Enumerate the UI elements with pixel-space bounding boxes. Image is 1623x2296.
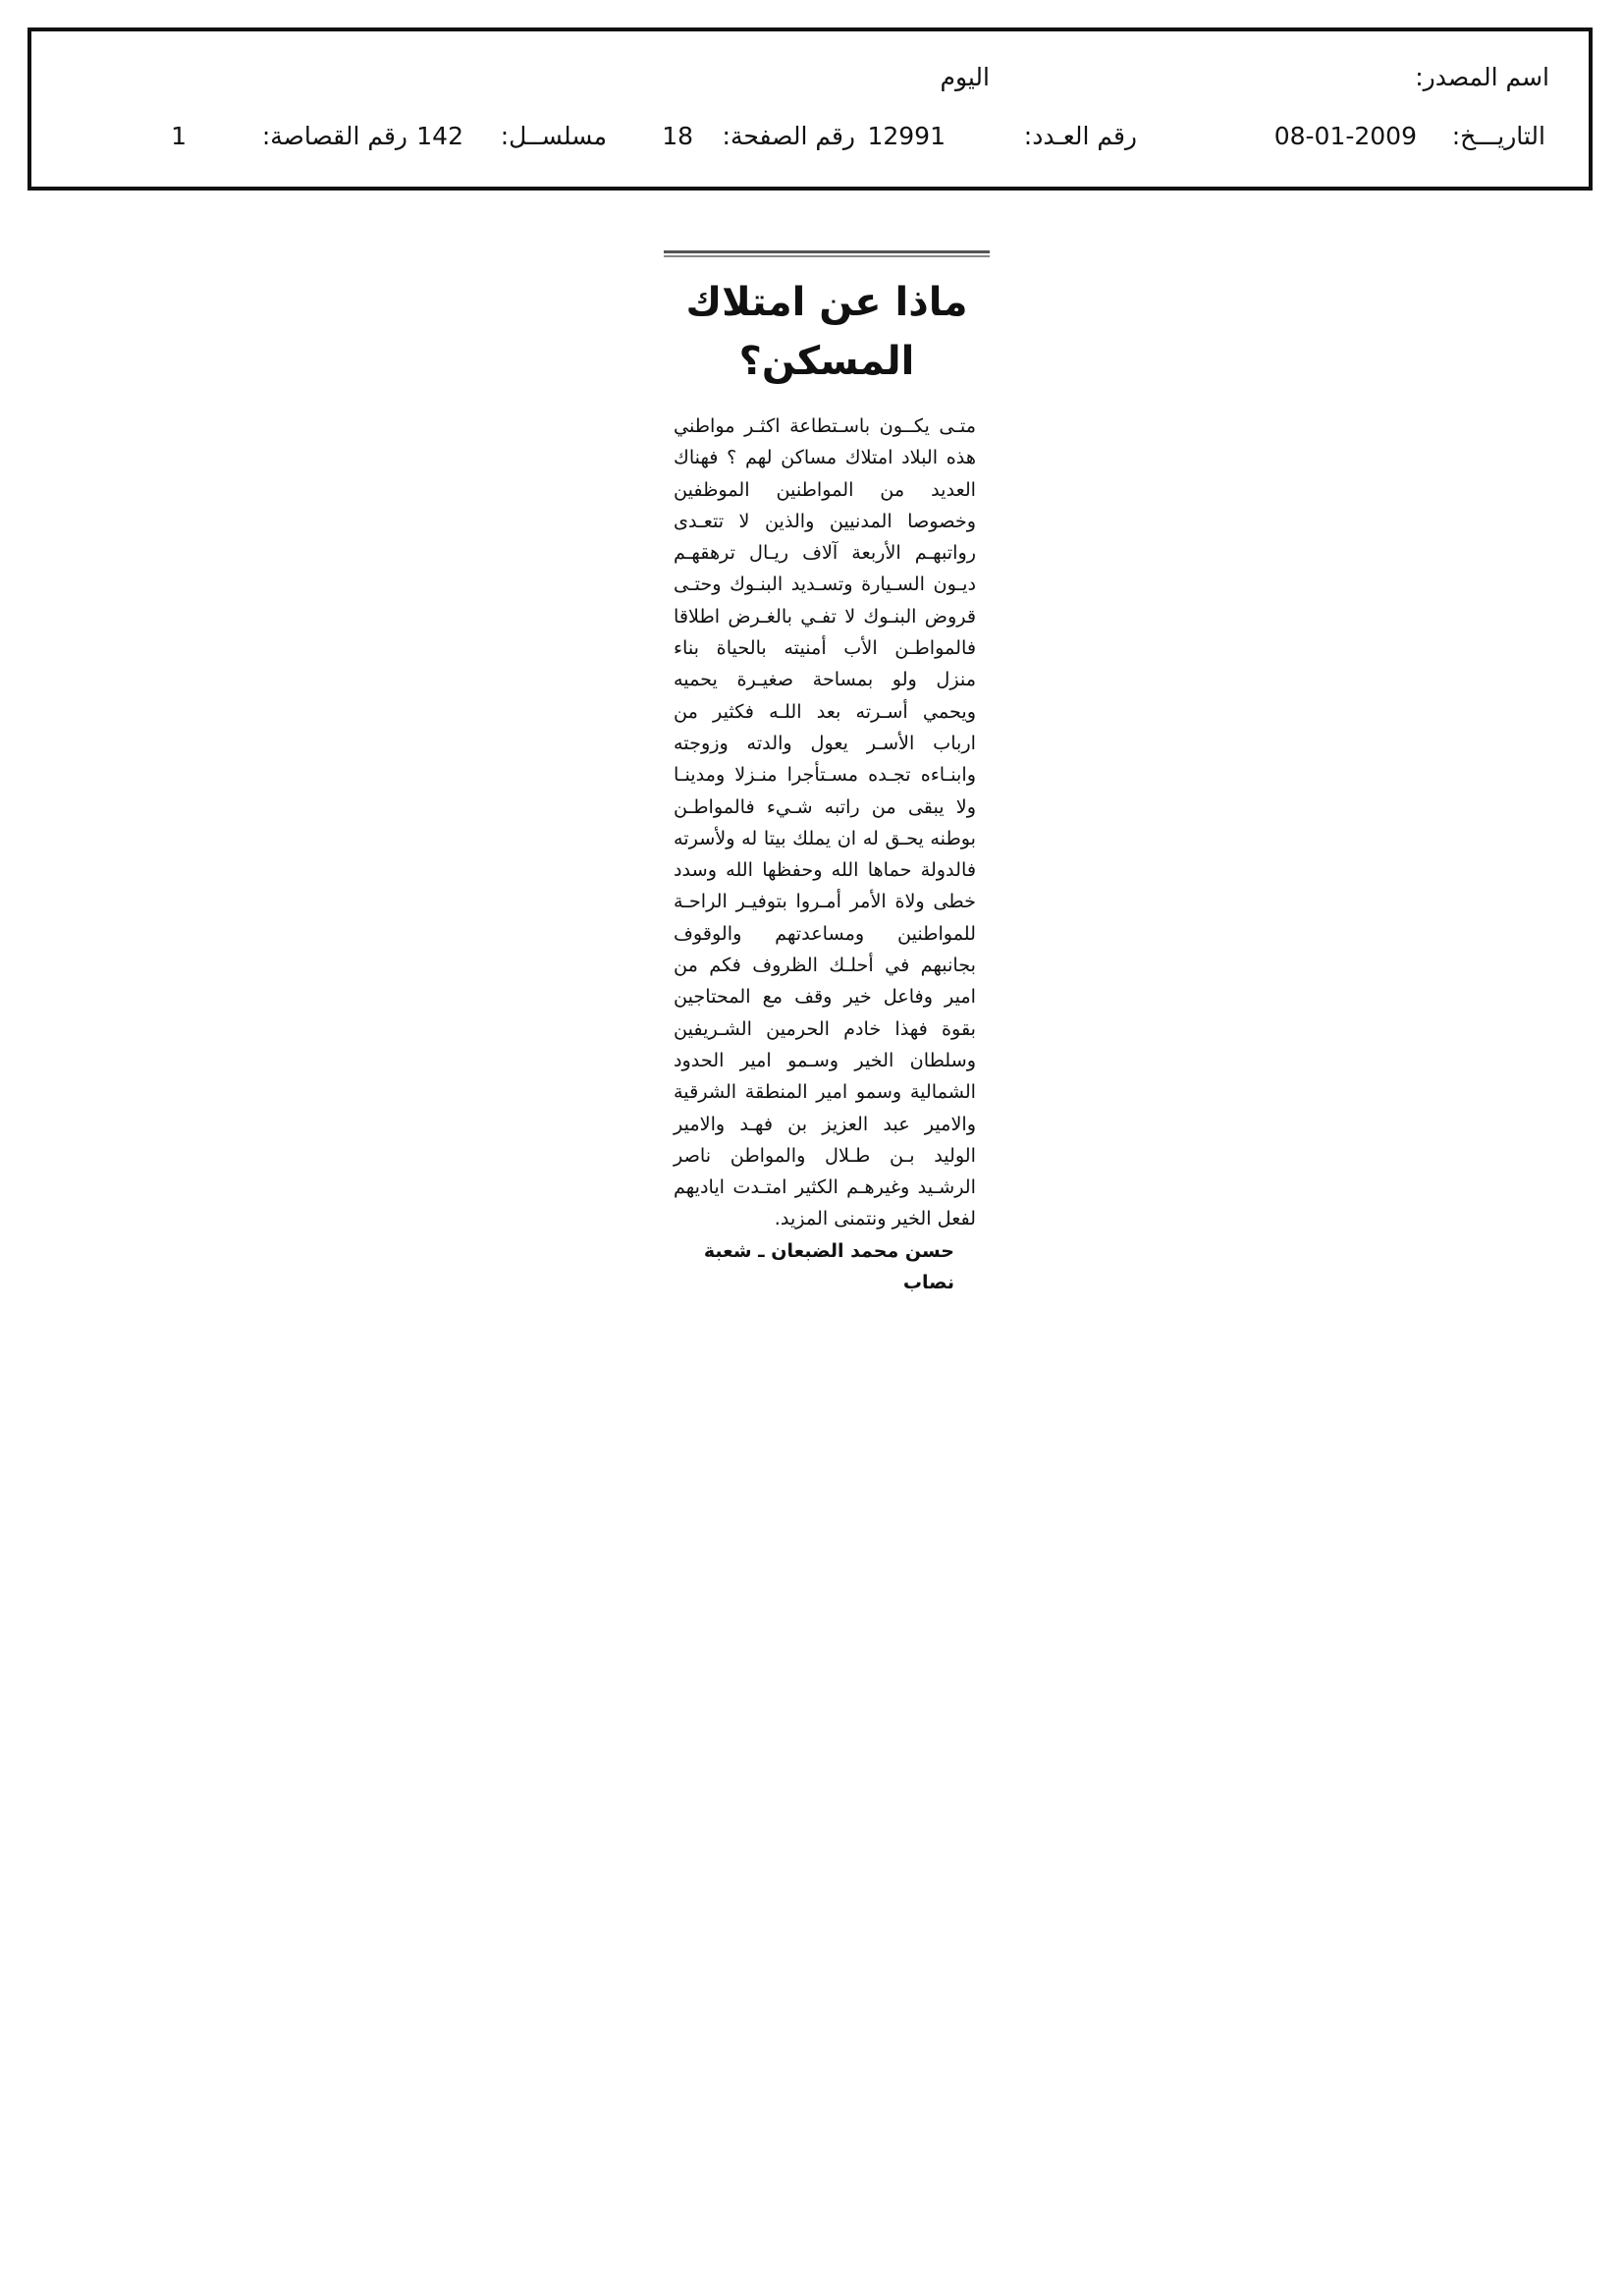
article-title: ماذا عن امتلاك المسكن؟ [685,280,968,384]
date-label: التاريـــخ: [1451,122,1545,150]
clipping-top-rule [664,250,990,253]
header-box [27,27,1593,191]
date-value: 08-01-2009 [1273,122,1417,150]
article-body-text: متـى يكــون باسـتطاعة اكثـر مواطني هذه البلاد امتلاك مساكن لهم ؟ فهناك العديد من المواطنين الموظفين وخصوصا المدنيين والذين لا تتعـدى رواتبهـم الأربعة آلاف ريـال ترهقهـم ديـون السـيارة وتسـديد البنـوك وحتـى قروض البنـوك لا تفـي بالغـرض اطلاقا فالمواطـن الأب أمنيته بالحياة بناء منزل ولو بمساحة صغيـرة يحميه ويحمي أسـرته بعد اللـه فكثير من ارباب الأسـر يعول والدته وزوجته وابنـاءه تجـده مسـتأجرا منـزلا ومدينـا ولا يبقى من راتبه شـيء فالمواطـن بوطنه يحـق له ان يملك بيتا له ولأسرته فالدولة حماها الله وحفظها الله وسدد خطى ولاة الأمر أمـروا بتوفيـر الراحـة للمواطنين ومساعدتهم والوقوف بجانبهم في أحلـك الظروف فكم من امير وفاعل خير وقف مع المحتاجين بقوة فهذا خادم الحرمين الشـريفين وسلطان الخير وسـمو امير الحدود الشمالية وسمو امير المنطقة الشرقية والامير عبد العزيز بن فهـد والامير الوليد بـن طـلال والمواطن ناصر الرشـيد وغيرهـم الكثير امتـدت اياديهم لفعل الخير ونتمنى المزيد. [674,414,976,1230]
serial-value: 142 [416,122,463,150]
article-author: حسن محمد الضبعان ـ شعبة نصاب [703,1239,954,1293]
page-value: 18 [662,122,693,150]
article-body [664,410,990,1235]
clipping-value: 1 [171,122,187,150]
issue-value: 12991 [867,122,946,150]
issue-label: رقم العـدد: [1023,122,1137,150]
source-value: اليوم [940,63,990,91]
clipping-label: رقم القصاصة: [261,122,407,150]
serial-label: مسلســل: [500,122,607,150]
article-clipping [664,250,990,1298]
source-label: اسم المصدر: [1415,63,1549,91]
clipping-top-rule-thin [664,255,990,257]
page-label: رقم الصفحة: [722,122,855,150]
